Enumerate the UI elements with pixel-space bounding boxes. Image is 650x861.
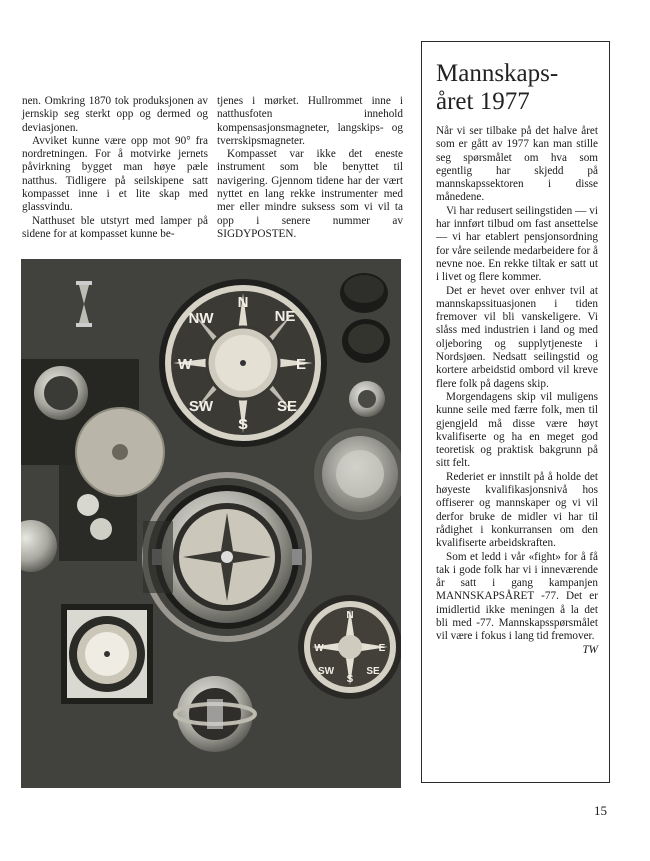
compass-letter: SE (366, 666, 380, 677)
sidebar-title-line: Mannskaps- (436, 60, 559, 87)
compass-letter: S (346, 674, 354, 685)
compass-letter: NW (188, 310, 214, 327)
sidebar-body (436, 125, 598, 657)
paragraph: Det er hevet over enhver tvil at mannskapssituasjonen i tiden fremover vil bli vanskeligere. Vi slåss med industrien i land og med oljeboring og supplytjeneste i Nordsjøen. Nedsatt seilingstid og kortere arbeidstid ombord vil kreve flere folk på dagens skip. (436, 284, 598, 390)
sidebar-box (421, 41, 610, 783)
compass-rose-lower (298, 595, 401, 699)
compass-letter: W (177, 356, 193, 373)
compass-letter: N (346, 610, 354, 621)
sidebar-title (436, 60, 601, 116)
compass-letter: SW (317, 666, 335, 677)
paragraph: tjenes i mørket. Hullrommet inne i natthusfoten innehold kompensasjonsmagneter, langskips- og tverrskipsmagneter. (217, 95, 403, 147)
paragraph: Kompasset var ikke det eneste instrument som ble benyttet til navigering. Gjennom tidene har der vært nyttet en lang rekke instrumenter med mer eller mindre suksess som vi vil ta opp i senere nummer av SIGDYPOSTEN. (217, 148, 403, 240)
signature: TW (582, 643, 598, 656)
compass-rose-large (159, 279, 327, 447)
compass-letter: E (295, 356, 307, 373)
compass-letter: NE (274, 308, 296, 325)
compass-letter: S (237, 416, 249, 433)
article-column-middle (217, 95, 403, 241)
article-column-left (22, 95, 208, 241)
compass-letter: SW (188, 398, 214, 415)
gimbal-compass (143, 475, 309, 639)
compass-letter: E (378, 643, 386, 654)
compass-letter: N (237, 294, 249, 311)
paragraph: Når vi ser tilbake på det halve året som er gått av 1977 kan man stille seg spørsmålet om hva som egentlig har skjedd på mannskapssektoren i disse månedene. (436, 125, 598, 204)
paragraph: Rederiet er innstilt på å holde det høyeste kvalifikasjonsnivå hos offiserer og mannskaper og vi vil derfor bruke de midler vi har til rådighet i konkurransen om den kvalifiserte arbeidskraften. (436, 470, 598, 550)
compass-letter: SE (276, 398, 298, 415)
paragraph: nen. Omkring 1870 tok produksjonen av jernskip seg sterkt opp og dermed og deviasjonen. (22, 95, 208, 134)
page-number: 15 (594, 803, 607, 818)
paragraph: Natthuset ble utstyrt med lamper på sidene for at kompasset kunne be- (22, 214, 208, 240)
sidebar-title-line: året 1977 (436, 88, 530, 115)
paragraph: Morgendagens skip vil muligens kunne seile med færre folk, men til gjengjeld må disse være høyt kvalifiserte og ha en meget god teoretisk og praktisk bakgrunn på sitt felt. (436, 390, 598, 470)
compass-photo-illustration (21, 259, 401, 788)
compass-photo (21, 259, 401, 788)
paragraph: Som et ledd i vår «fight» for å få tak i gode folk har vi i inneværende år satt i gang kampanjen MANNSKAPSÅRET -77. Det er imidlertid ikke meningen å la det bli med -77. Mannskapsspørsmålet vil være i fokus i lang tid fremover. (436, 550, 598, 643)
paragraph: Vi har redusert seilingstiden — vi har innført tilbud om fast ansettelse — vi har etablert pensjonsordning for våre seilende medarbeidere for å nevne noe. En rekke tiltak er satt ut i livet og flere kommer. (436, 204, 598, 284)
paragraph: Avviket kunne være opp mot 90° fra nordretningen. For å motvirke jernets påvirkning bygget man høye pæle natthus. Tidligere på seilskipene satt kompasset inne i et lite skap med glassvindu. (22, 134, 208, 214)
compass-letter: W (314, 643, 324, 654)
